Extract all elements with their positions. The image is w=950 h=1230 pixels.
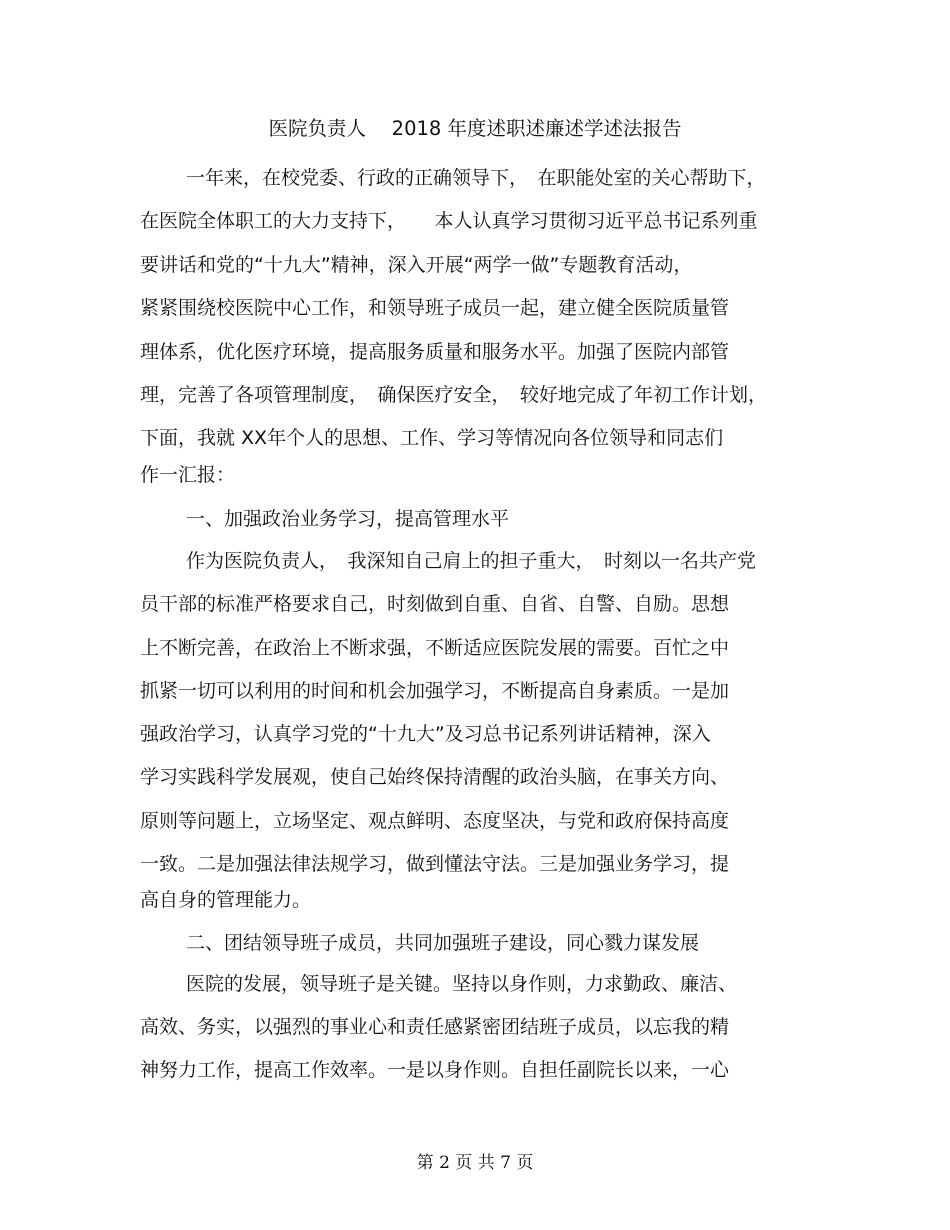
body-line: 理体系，优化医疗环境，提高服务质量和服务水平。加强了医院内部管: [140, 341, 730, 363]
body-line: 神努力工作，提高工作效率。一是以身作则。自担任副院长以来，一心: [140, 1059, 730, 1081]
body-line: 医院的发展，领导班子是关键。坚持以身作则，力求勤政、廉洁、: [186, 973, 738, 995]
section-heading-1: 一、加强政治业务学习，提高管理水平: [186, 508, 510, 530]
body-line: 作为医院负责人， 我深知自己肩上的担子重大， 时刻以一名共产党: [186, 550, 757, 572]
body-line: 原则等问题上，立场坚定、观点鲜明、态度坚决，与党和政府保持高度: [140, 810, 730, 832]
body-line: 一年来，在校党委、行政的正确领导下， 在职能处室的关心帮助下，: [186, 167, 766, 189]
body-line: 作一汇报：: [140, 464, 236, 486]
page-number-footer: 第 2 页 共 7 页: [416, 1153, 534, 1173]
body-line: 紧紧围绕校医院中心工作，和领导班子成员一起，建立健全医院质量管: [140, 297, 730, 319]
document-title: 医院负责人 2018 年度述职述廉述学述法报告: [268, 117, 682, 140]
body-line: 高自身的管理能力。: [140, 889, 312, 911]
body-line: 上不断完善，在政治上不断求强，不断适应医院发展的需要。百忙之中: [140, 637, 730, 659]
body-line: 员干部的标准严格要求自己，时刻做到自重、自省、自警、自励。思想: [140, 593, 730, 615]
body-line: 下面，我就 XX年个人的思想、工作、学习等情况向各位领导和同志们: [140, 427, 724, 449]
body-line: 学习实践科学发展观，使自己始终保持清醒的政治头脑，在事关方向、: [140, 766, 730, 788]
body-line: 抓紧一切可以利用的时间和机会加强学习，不断提高自身素质。一是加: [140, 680, 730, 702]
body-line: 在医院全体职工的大力支持下， 本人认真学习贯彻习近平总书记系列重: [140, 210, 758, 232]
body-line: 高效、务实，以强烈的事业心和责任感紧密团结班子成员，以忘我的精: [140, 1016, 730, 1038]
body-line: 一致。二是加强法律法规学习，做到懂法守法。三是加强业务学习，提: [140, 853, 730, 875]
body-line: 强政治学习，认真学习党的“十九大”及习总书记系列讲话精神，深入: [140, 723, 711, 745]
body-line: 要讲话和党的“十九大”精神，深入开展“两学一做”专题教育活动，: [140, 254, 693, 276]
body-line: 理，完善了各项管理制度， 确保医疗安全， 较好地完成了年初工作计划，: [140, 384, 768, 406]
section-heading-2: 二、团结领导班子成员，共同加强班子建设，同心戮力谋发展: [186, 932, 700, 954]
